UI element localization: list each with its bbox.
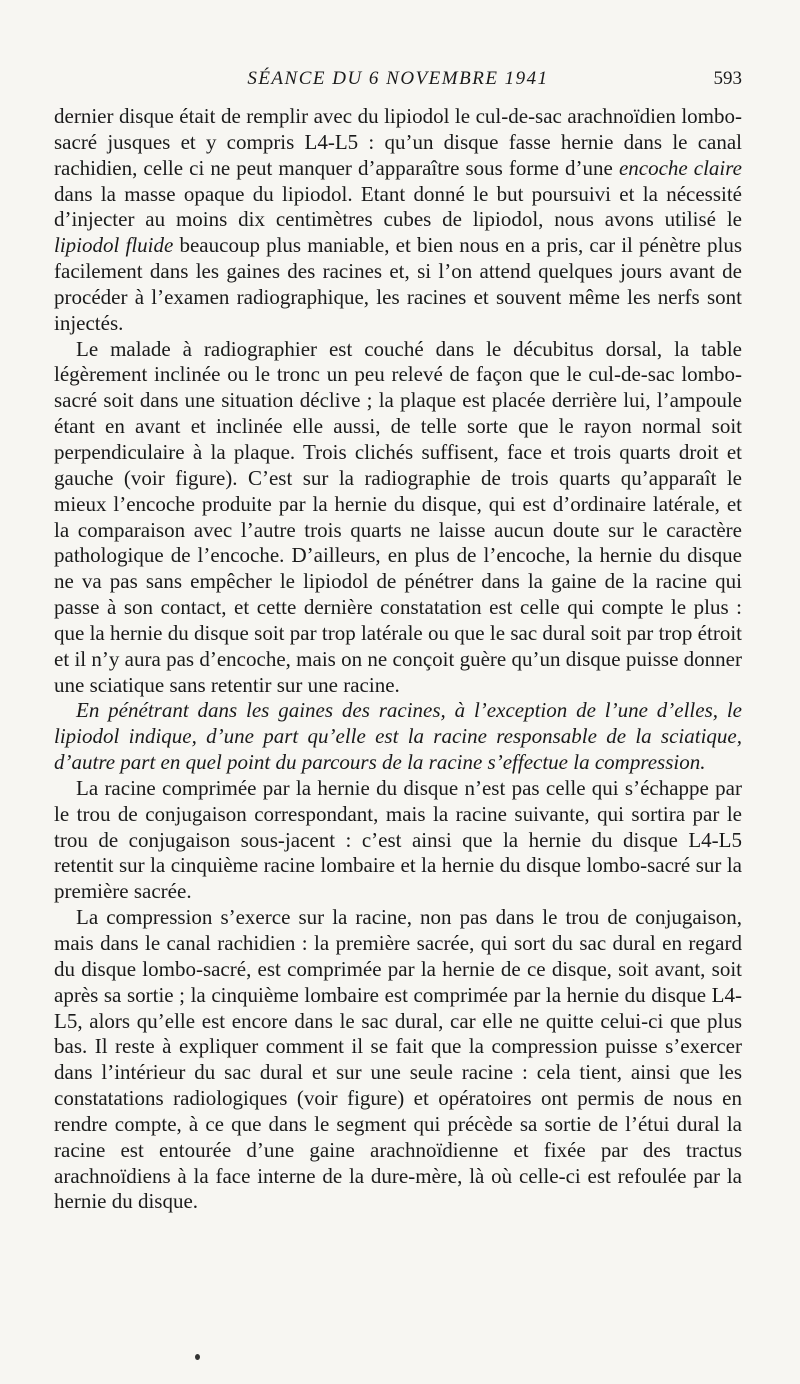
emphasis-encoche-claire: encoche claire bbox=[618, 155, 742, 180]
paragraph-1-part-1: dernier disque était de remplir avec du lipiodol le cul-de-sac arachnoïdien lombo-sacré jusques et y compris L4-L5 : qu’un disque fasse hernie dans le canal rachidien, celle ci ne peut manquer d’apparaître sous forme d’une bbox=[54, 104, 742, 180]
page-header bbox=[54, 68, 742, 94]
paragraph-1-part-3: beaucoup plus maniable, et bien nous en a pris, car il pénètre plus facilement dans les gaines des racines et, si l’on attend quelques jours avant de procéder à l’examen radiographique, les racines et souvent même les nerfs sont injectés. bbox=[54, 233, 742, 335]
paragraph-2: Le malade à radiographier est couché dans le décubitus dorsal, la table légèrement inclinée ou le tronc un peu relevé de façon que le cul-de-sac lombo-sacré soit dans une situation déclive ; la plaque est placée derrière lui, l’ampoule étant en avant et inclinée elle aussi, de telle sorte que le rayon normal soit perpendiculaire à la plaque. Trois clichés suffisent, face et trois quarts droit et gauche (voir figure). C’est sur la radiographie de trois quarts qu’apparaît le mieux l’encoche produite par la hernie du disque, qui est d’ordinaire latérale, et la comparaison avec l’autre trois quarts ne laisse aucun doute sur le caractère pathologique de l’encoche. D’ailleurs, en plus de l’encoche, la hernie du disque ne va pas sans empêcher le lipiodol de pénétrer dans la gaine de la racine qui passe à son contact, et cette dernière constatation est celle qui compte le plus : que la hernie du disque soit par trop latérale ou que le sac dural soit par trop étroit et il n’y aura pas d’encoche, mais on ne conçoit guère qu’un disque puisse donner une sciatique sans retentir sur une racine. bbox=[54, 336, 742, 697]
running-head: SÉANCE DU 6 NOVEMBRE 1941 bbox=[247, 68, 549, 89]
paragraph-1 bbox=[54, 104, 742, 337]
emphasis-lipiodol-fluide: lipiodol fluide bbox=[54, 233, 174, 258]
paragraph-4: La racine comprimée par la hernie du disque n’est pas celle qui s’échappe par le trou de conjugaison correspondant, mais la racine suivante, qui sortira par le trou de conjugaison sous-jacent : c’est ainsi que la hernie du disque L4-L5 retentit sur la cinquième racine lombaire et la hernie du disque lombo-sacré sur la première sacrée. bbox=[54, 775, 742, 904]
paragraph-3-italic: En pénétrant dans les gaines des racines, à l’exception de l’une d’elles, le lipiodol indique, d’une part qu’elle est la racine responsable de la sciatique, d’autre part en quel point du parcours de la racine s’effectue la compression. bbox=[54, 698, 742, 775]
paragraph-1-part-2: dans la masse opaque du lipiodol. Etant donné le but poursuivi et la nécessité d’injecter au moins dix centimètres cubes de lipiodol, nous avons utilisé le bbox=[54, 181, 742, 232]
body-text bbox=[54, 104, 742, 1215]
page-number: 593 bbox=[713, 68, 742, 89]
paragraph-5: La compression s’exerce sur la racine, non pas dans le trou de conjugaison, mais dans le canal rachidien : la première sacrée, qui sort du sac dural en regard du disque lombo-sacré, est comprimée par la hernie de ce disque, soit avant, soit après sa sortie ; la cinquième lombaire est comprimée par la hernie du disque L4-L5, alors qu’elle est encore dans le sac dural, car elle ne quitte celui-ci que plus bas. Il reste à expliquer comment il se fait que la compression puisse s’exercer dans l’intérieur du sac dural et sur une seule racine : cela tient, ainsi que les constatations radiologiques (voir figure) et opératoires ont permis de nous en rendre compte, à ce que dans le segment qui précède sa sortie de l’étui dural la racine est entourée d’une gaine arachnoïdienne et fixée par des tractus arachnoïdiens à la face interne de la dure-mère, là où celle-ci est refoulée par la hernie du disque. bbox=[54, 905, 742, 1214]
ink-speck bbox=[195, 1354, 200, 1360]
